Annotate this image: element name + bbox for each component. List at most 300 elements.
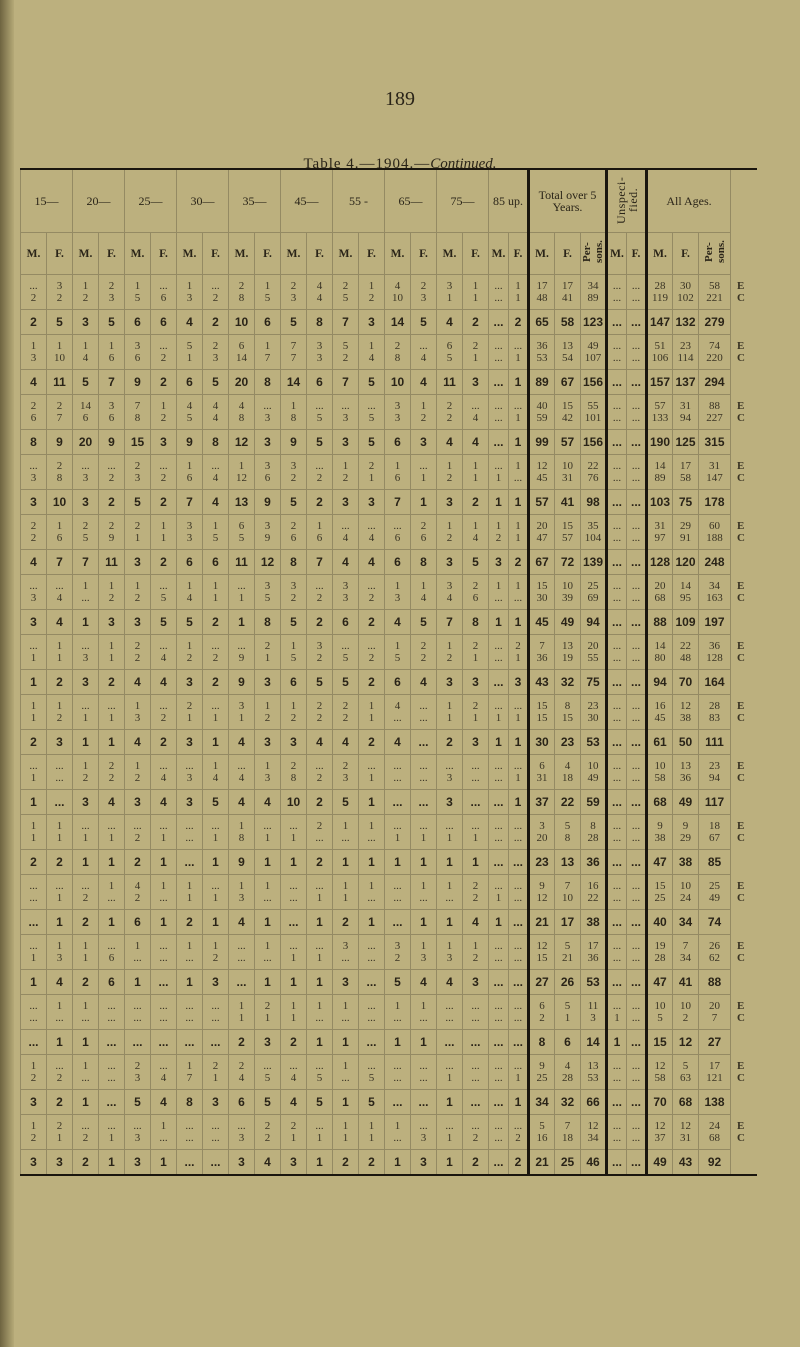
value-e: 58 xyxy=(709,280,720,292)
value-e: ... xyxy=(631,940,641,952)
value-c: ... xyxy=(612,592,622,604)
value-e: ... xyxy=(445,1060,454,1072)
value-c: 18 xyxy=(562,772,573,784)
data-cell xyxy=(555,755,581,790)
total-cell: 3 xyxy=(255,1030,281,1055)
total-cell: 1 xyxy=(437,910,463,935)
data-cell xyxy=(281,635,307,670)
row-label: E C xyxy=(737,280,745,304)
value-c: ... xyxy=(445,1012,454,1024)
data-cell xyxy=(581,935,607,970)
data-cell xyxy=(21,995,47,1030)
data-cell xyxy=(529,815,555,850)
total-cell: 5 xyxy=(463,550,489,575)
data-cell xyxy=(607,515,627,550)
value-c: ... xyxy=(367,832,376,844)
total-cell: 4 xyxy=(151,790,177,815)
value-c: 2 xyxy=(56,1072,63,1084)
data-cell xyxy=(177,395,203,430)
value-c: 29 xyxy=(680,832,691,844)
value-c: ... xyxy=(419,712,428,724)
value-c: 5 xyxy=(264,1072,271,1084)
value-c: ... xyxy=(471,1072,480,1084)
value-e: ... xyxy=(612,940,622,952)
total-cell: 157 xyxy=(647,370,673,395)
value-e: 1 xyxy=(472,520,479,532)
value-c: 10 xyxy=(562,892,573,904)
value-c: 2 xyxy=(212,652,219,664)
data-cell xyxy=(385,935,411,970)
value-e: 1 xyxy=(420,940,427,952)
total-cell: ... xyxy=(509,910,529,935)
sex-column-header: F. xyxy=(673,233,699,275)
total-cell: 11 xyxy=(47,370,73,395)
value-e: ... xyxy=(631,820,641,832)
value-c: 3 xyxy=(316,352,323,364)
value-e: ... xyxy=(263,400,272,412)
value-c: 59 xyxy=(536,412,548,424)
sex-column-header: F. xyxy=(255,233,281,275)
total-cell: 3 xyxy=(21,1090,47,1115)
data-cell xyxy=(673,575,699,610)
total-cell: 47 xyxy=(647,850,673,875)
value-c: 2 xyxy=(82,292,89,304)
value-e: ... xyxy=(494,340,503,352)
value-e: 1 xyxy=(420,1000,427,1012)
spacer xyxy=(731,790,757,815)
value-e: ... xyxy=(29,460,38,472)
value-c: 1 xyxy=(495,472,502,484)
total-cell: 1 xyxy=(509,370,529,395)
data-cell xyxy=(333,935,359,970)
value-e: ... xyxy=(315,580,324,592)
total-cell: ... xyxy=(607,730,627,755)
total-cell: 3 xyxy=(437,790,463,815)
total-cell: 2 xyxy=(509,1150,529,1176)
data-cell xyxy=(229,935,255,970)
value-e: ... xyxy=(612,760,622,772)
total-cell: 32 xyxy=(555,670,581,695)
data-cell xyxy=(47,275,73,310)
total-cell: 279 xyxy=(699,310,731,335)
total-cell: 14 xyxy=(385,310,411,335)
data-cell xyxy=(21,815,47,850)
value-c: 2 xyxy=(316,652,323,664)
data-cell xyxy=(151,995,177,1030)
value-e: ... xyxy=(494,400,503,412)
value-c: 1 xyxy=(368,472,375,484)
total-cell: 1 xyxy=(307,1150,333,1176)
total-cell: ... xyxy=(627,850,647,875)
value-c: 3 xyxy=(108,292,115,304)
value-c: ... xyxy=(133,1012,142,1024)
value-c: 1 xyxy=(368,1132,375,1144)
sex-column-header: M. xyxy=(281,233,307,275)
value-c: 1 xyxy=(394,832,401,844)
value-e: 3 xyxy=(264,520,271,532)
data-cell xyxy=(21,275,47,310)
value-c: ... xyxy=(341,832,350,844)
total-cell: 2 xyxy=(333,910,359,935)
total-cell: 1 xyxy=(509,430,529,455)
value-c: 1 xyxy=(30,952,37,964)
value-c: ... xyxy=(341,1012,350,1024)
value-e: ... xyxy=(159,640,168,652)
data-cell xyxy=(125,395,151,430)
value-e: ... xyxy=(107,940,116,952)
value-c: 1 xyxy=(614,1012,620,1024)
table-row-total xyxy=(21,550,757,575)
total-cell: ... xyxy=(627,610,647,635)
value-e: ... xyxy=(315,460,324,472)
value-e: ... xyxy=(494,760,503,772)
value-e: ... xyxy=(185,820,194,832)
value-c: ... xyxy=(471,1012,480,1024)
total-cell: 13 xyxy=(555,850,581,875)
total-cell: 1 xyxy=(281,850,307,875)
value-e: 1 xyxy=(264,280,271,292)
total-cell: 7 xyxy=(333,370,359,395)
data-cell xyxy=(73,455,99,490)
data-cell xyxy=(229,875,255,910)
data-cell xyxy=(385,755,411,790)
value-c: 2 xyxy=(134,832,141,844)
data-cell xyxy=(125,695,151,730)
data-cell xyxy=(509,515,529,550)
data-cell xyxy=(581,875,607,910)
data-cell xyxy=(489,575,509,610)
value-e: 74 xyxy=(709,340,720,352)
data-cell xyxy=(255,695,281,730)
value-c: ... xyxy=(494,772,503,784)
data-cell xyxy=(489,515,509,550)
value-c: 2 xyxy=(495,532,502,544)
total-cell: 65 xyxy=(529,310,555,335)
value-c: 28 xyxy=(654,952,666,964)
data-cell xyxy=(99,875,125,910)
value-c: 58 xyxy=(654,772,666,784)
value-e: ... xyxy=(513,880,523,892)
data-cell xyxy=(581,1055,607,1090)
value-e: ... xyxy=(612,1060,622,1072)
value-c: 83 xyxy=(709,712,720,724)
value-e: 1 xyxy=(82,580,89,592)
value-e: 3 xyxy=(394,940,401,952)
total-cell: ... xyxy=(607,790,627,815)
age-group-header: 55 - xyxy=(333,169,385,233)
value-c: 2 xyxy=(56,712,63,724)
value-e: ... xyxy=(55,760,64,772)
sex-column-header: F. xyxy=(99,233,125,275)
table-row-e-c xyxy=(21,1055,757,1090)
total-cell: 6 xyxy=(281,670,307,695)
total-cell: 2 xyxy=(437,730,463,755)
value-e: 2 xyxy=(316,820,323,832)
value-c: 4 xyxy=(160,1072,167,1084)
value-c: 3 xyxy=(56,952,63,964)
data-cell xyxy=(385,455,411,490)
value-e: 1 xyxy=(515,460,521,472)
value-e: ... xyxy=(367,640,376,652)
value-e: ... xyxy=(211,820,220,832)
table-row-total xyxy=(21,670,757,695)
total-cell: ... xyxy=(47,790,73,815)
total-cell: 38 xyxy=(673,850,699,875)
value-e: 2 xyxy=(134,640,141,652)
value-c: 2 xyxy=(134,592,141,604)
value-e: 1 xyxy=(56,340,63,352)
value-e: 5 xyxy=(564,1000,571,1012)
data-cell xyxy=(627,455,647,490)
data-cell xyxy=(73,575,99,610)
value-c: ... xyxy=(81,592,90,604)
value-c: 1 xyxy=(472,832,479,844)
table-row-total xyxy=(21,790,757,815)
value-c: 2 xyxy=(82,892,89,904)
total-cell: 128 xyxy=(647,550,673,575)
value-e: ... xyxy=(612,880,622,892)
value-e: ... xyxy=(237,760,246,772)
total-cell: ... xyxy=(627,730,647,755)
data-cell xyxy=(281,875,307,910)
total-cell: 5 xyxy=(411,610,437,635)
data-cell xyxy=(647,335,673,370)
data-cell xyxy=(673,815,699,850)
sex-column-header: M. xyxy=(489,233,509,275)
value-e: 1 xyxy=(472,940,479,952)
value-c: 34 xyxy=(680,952,691,964)
total-cell: 4 xyxy=(411,370,437,395)
total-cell: 4 xyxy=(229,790,255,815)
value-e: ... xyxy=(445,1120,454,1132)
data-cell xyxy=(607,995,627,1030)
data-cell xyxy=(699,755,731,790)
value-c: 6 xyxy=(316,532,323,544)
value-c: 1 xyxy=(290,832,297,844)
value-c: 58 xyxy=(654,1072,666,1084)
table-row-total xyxy=(21,970,757,995)
value-c: 2 xyxy=(30,292,37,304)
value-c: 5 xyxy=(342,292,349,304)
data-cell xyxy=(125,875,151,910)
data-cell xyxy=(47,635,73,670)
value-e: 1 xyxy=(394,1120,401,1132)
spacer xyxy=(731,370,757,395)
value-e: 1 xyxy=(316,1000,323,1012)
total-cell: 1 xyxy=(99,730,125,755)
value-c: 221 xyxy=(706,292,723,304)
total-cell: 5 xyxy=(125,490,151,515)
data-cell xyxy=(307,635,333,670)
value-e: 3 xyxy=(290,580,297,592)
total-cell: 2 xyxy=(359,670,385,695)
value-e: 1 xyxy=(420,880,427,892)
value-e: ... xyxy=(612,280,622,292)
value-c: 9 xyxy=(264,532,271,544)
value-e: ... xyxy=(159,460,168,472)
data-cell xyxy=(699,575,731,610)
data-cell xyxy=(607,815,627,850)
value-e: 49 xyxy=(587,340,599,352)
value-c: 91 xyxy=(680,532,691,544)
value-e: ... xyxy=(29,640,38,652)
total-cell: 4 xyxy=(411,970,437,995)
data-cell xyxy=(673,695,699,730)
value-c: ... xyxy=(263,892,272,904)
value-e: ... xyxy=(471,820,480,832)
total-cell: ... xyxy=(627,370,647,395)
value-c: 3 xyxy=(82,472,89,484)
data-cell xyxy=(607,575,627,610)
value-c: 36 xyxy=(587,952,599,964)
value-c: 1 xyxy=(515,352,521,364)
value-c: 5 xyxy=(186,412,193,424)
data-cell xyxy=(627,575,647,610)
value-c: 1 xyxy=(212,712,219,724)
value-e: 1 xyxy=(472,280,479,292)
sex-column-header: M. xyxy=(177,233,203,275)
value-e: 15 xyxy=(536,580,548,592)
total-cell: 1 xyxy=(411,850,437,875)
value-e: ... xyxy=(367,1060,376,1072)
data-cell xyxy=(555,815,581,850)
value-c: 7 xyxy=(290,352,297,364)
value-e: ... xyxy=(341,640,350,652)
value-c: 49 xyxy=(587,772,599,784)
table-row-e-c xyxy=(21,695,757,730)
value-c: ... xyxy=(159,1132,168,1144)
value-c: ... xyxy=(612,892,622,904)
data-cell xyxy=(255,1115,281,1150)
total-cell: 1 xyxy=(509,790,529,815)
data-cell xyxy=(307,455,333,490)
total-cell: 99 xyxy=(529,430,555,455)
value-e: 1 xyxy=(238,880,245,892)
value-e: ... xyxy=(631,700,641,712)
data-cell xyxy=(281,995,307,1030)
data-cell xyxy=(463,515,489,550)
value-e: ... xyxy=(631,880,641,892)
value-e: ... xyxy=(612,1120,622,1132)
data-cell xyxy=(627,875,647,910)
value-e: ... xyxy=(367,1000,376,1012)
data-cell xyxy=(673,1115,699,1150)
value-e: ... xyxy=(29,940,38,952)
value-c: ... xyxy=(513,472,523,484)
data-cell xyxy=(607,1115,627,1150)
value-e: 17 xyxy=(587,940,599,952)
total-cell: ... xyxy=(151,970,177,995)
data-cell xyxy=(699,515,731,550)
value-e: 7 xyxy=(682,940,689,952)
value-c: ... xyxy=(393,892,402,904)
value-c: 12 xyxy=(236,472,247,484)
total-cell: ... xyxy=(99,1090,125,1115)
value-e: ... xyxy=(107,1000,116,1012)
data-cell xyxy=(359,275,385,310)
spacer xyxy=(731,490,757,515)
value-e: 24 xyxy=(709,1120,720,1132)
data-cell xyxy=(555,635,581,670)
value-e: 35 xyxy=(587,520,599,532)
data-cell xyxy=(203,335,229,370)
sex-column-header: F. xyxy=(359,233,385,275)
data-cell xyxy=(21,695,47,730)
total-cell: ... xyxy=(21,910,47,935)
value-e: ... xyxy=(631,1120,641,1132)
value-c: 1 xyxy=(342,1132,349,1144)
data-cell xyxy=(359,815,385,850)
data-cell xyxy=(21,635,47,670)
total-cell: 5 xyxy=(411,310,437,335)
value-e: ... xyxy=(612,700,622,712)
total-cell: 8 xyxy=(255,610,281,635)
data-cell xyxy=(489,1115,509,1150)
value-c: ... xyxy=(494,292,503,304)
value-e: 2 xyxy=(420,280,427,292)
value-c: 1 xyxy=(108,832,115,844)
caption-prefix: Table 4.—1904.— xyxy=(303,156,431,172)
data-cell xyxy=(673,335,699,370)
data-cell xyxy=(509,335,529,370)
value-c: 10 xyxy=(392,292,403,304)
value-c: ... xyxy=(393,1072,402,1084)
value-e: ... xyxy=(237,1120,246,1132)
value-e: 1 xyxy=(515,520,521,532)
total-cell: 8 xyxy=(177,1090,203,1115)
total-cell: 1 xyxy=(255,970,281,995)
total-cell: 45 xyxy=(529,610,555,635)
value-e: 55 xyxy=(587,400,599,412)
value-c: 1 xyxy=(30,832,37,844)
total-cell: 137 xyxy=(673,370,699,395)
value-c: 6 xyxy=(394,532,401,544)
value-c: ... xyxy=(185,832,194,844)
value-e: 1 xyxy=(160,1120,167,1132)
value-c: ... xyxy=(631,1012,641,1024)
data-cell xyxy=(125,515,151,550)
value-c: 63 xyxy=(680,1072,691,1084)
value-e: 20 xyxy=(536,520,548,532)
data-cell xyxy=(151,815,177,850)
data-cell xyxy=(581,815,607,850)
value-e: ... xyxy=(631,1000,641,1012)
spacer xyxy=(731,1090,757,1115)
total-cell: 4 xyxy=(47,610,73,635)
value-c: 8 xyxy=(238,412,245,424)
data-cell xyxy=(203,455,229,490)
value-e: 2 xyxy=(30,520,37,532)
value-e: ... xyxy=(445,820,454,832)
value-e: 1 xyxy=(264,880,271,892)
total-cell: 43 xyxy=(529,670,555,695)
value-c: 5 xyxy=(212,532,219,544)
data-cell xyxy=(99,755,125,790)
value-c: ... xyxy=(513,1012,523,1024)
total-cell: 3 xyxy=(281,730,307,755)
total-cell: 9 xyxy=(125,370,151,395)
data-cell xyxy=(437,275,463,310)
total-cell: 4 xyxy=(463,910,489,935)
value-c: ... xyxy=(631,532,641,544)
spacer xyxy=(731,430,757,455)
data-cell xyxy=(99,395,125,430)
value-c: 8 xyxy=(238,832,245,844)
total-cell: 4 xyxy=(463,430,489,455)
total-cell: 3 xyxy=(411,430,437,455)
total-cell: 68 xyxy=(647,790,673,815)
value-c: 114 xyxy=(677,352,694,364)
